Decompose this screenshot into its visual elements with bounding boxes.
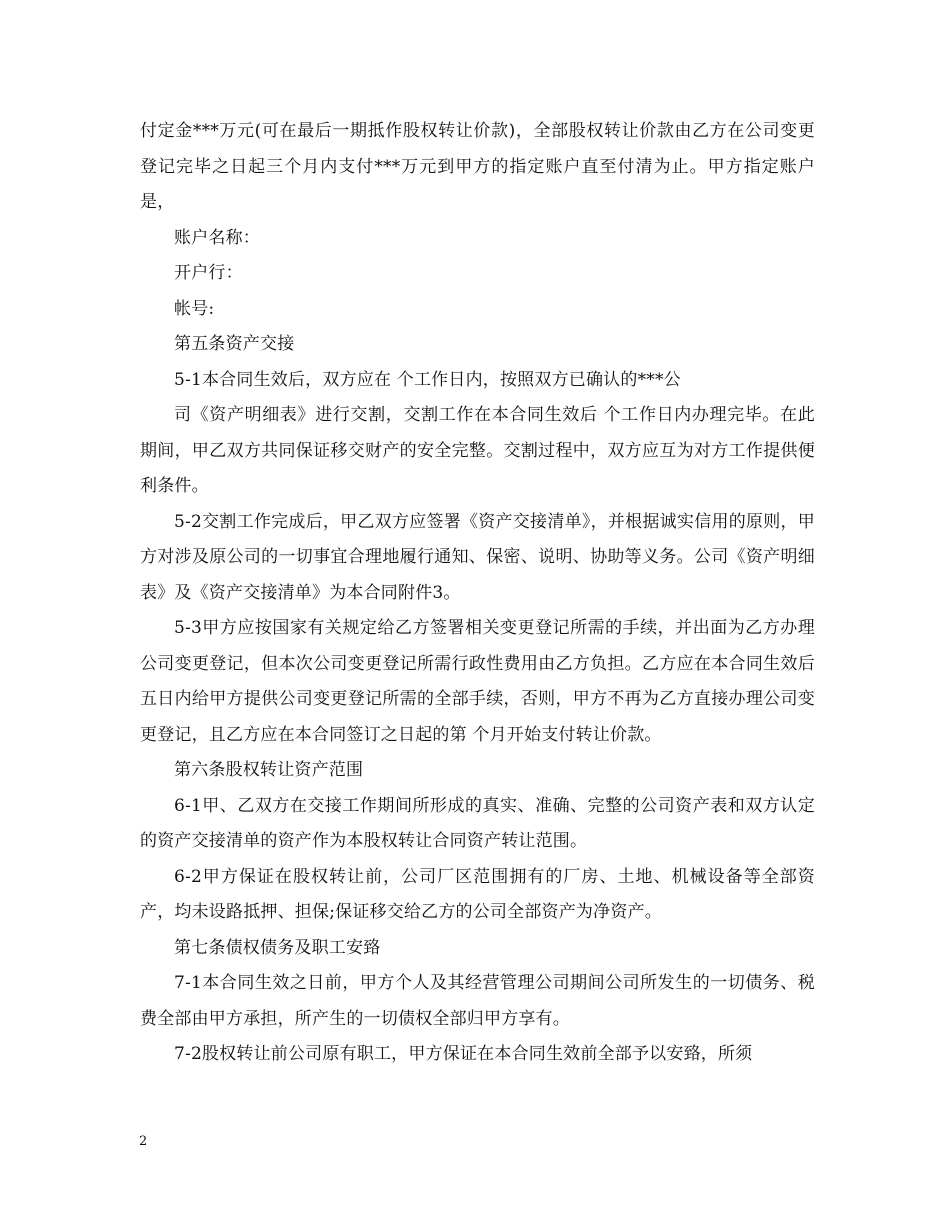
- paragraph: 5-2交割工作完成后，甲乙双方应签署《资产交接清单》，并根据诚实信用的原则，甲方对涉及原公司的一切事宜合理地履行通知、保密、说明、协助等义务。公司《资产明细表》及《资产交接清单》为本合同附件3。: [140, 511, 815, 603]
- paragraph: 司《资产明细表》进行交割，交割工作在本合同生效后 个工作日内办理完毕。在此期间，甲乙双方共同保证移交财产的安全完整。交割过程中，双方应互为对方工作提供便利条件。: [140, 405, 815, 496]
- paragraph: 帐号:: [174, 298, 215, 319]
- section-heading: 第六条股权转让资产范围: [174, 760, 364, 780]
- paragraph: 账户名称：: [174, 227, 260, 248]
- paragraph: 7-1本合同生效之日前，甲方个人及其经营管理公司期间公司所发生的一切债务、税费全部由甲方承担，所产生的一切债权全部归甲方享有。: [140, 973, 815, 1029]
- paragraph: 6-1甲、乙双方在交接工作期间所形成的真实、准确、完整的公司资产表和双方认定的资产交接清单的资产作为本股权转让合同资产转让范围。: [140, 795, 815, 851]
- paragraph: 7-2股权转让前公司原有职工，甲方保证在本合同生效前全部予以安臵，所须: [174, 1044, 753, 1064]
- paragraph: 开户行：: [174, 263, 243, 283]
- paragraph: 5-3甲方应按国家有关规定给乙方签署相关变更登记所需的手续，并出面为乙方办理公司变更登记，但本次公司变更登记所需行政性费用由乙方负担。乙方应在本合同生效后五日内给甲方提供公司变更登记所需的全部手续，否则，甲方不再为乙方直接办理公司变更登记，且乙方应在本合同签订之日起的第 个月开始支付转让价款。: [140, 618, 815, 745]
- section-heading: 第七条债权债务及职工安臵: [174, 937, 381, 958]
- paragraph: 6-2甲方保证在股权转让前，公司厂区范围拥有的厂房、土地、机械设备等全部资产，均未设路抵押、担保;保证移交给乙方的公司全部资产为净资产。: [140, 866, 815, 922]
- paragraph: 付定金***万元(可在最后一期抵作股权转让价款)，全部股权转让价款由乙方在公司变更登记完毕之日起三个月内支付***万元到甲方的指定账户直至付清为止。甲方指定账户是，: [140, 121, 815, 212]
- document-body: [140, 114, 815, 1073]
- page-number: 2: [139, 1134, 148, 1149]
- section-heading: 第五条资产交接: [174, 334, 295, 354]
- paragraph: 5-1本合同生效后，双方应在 个工作日内，按照双方已确认的***公: [174, 369, 681, 390]
